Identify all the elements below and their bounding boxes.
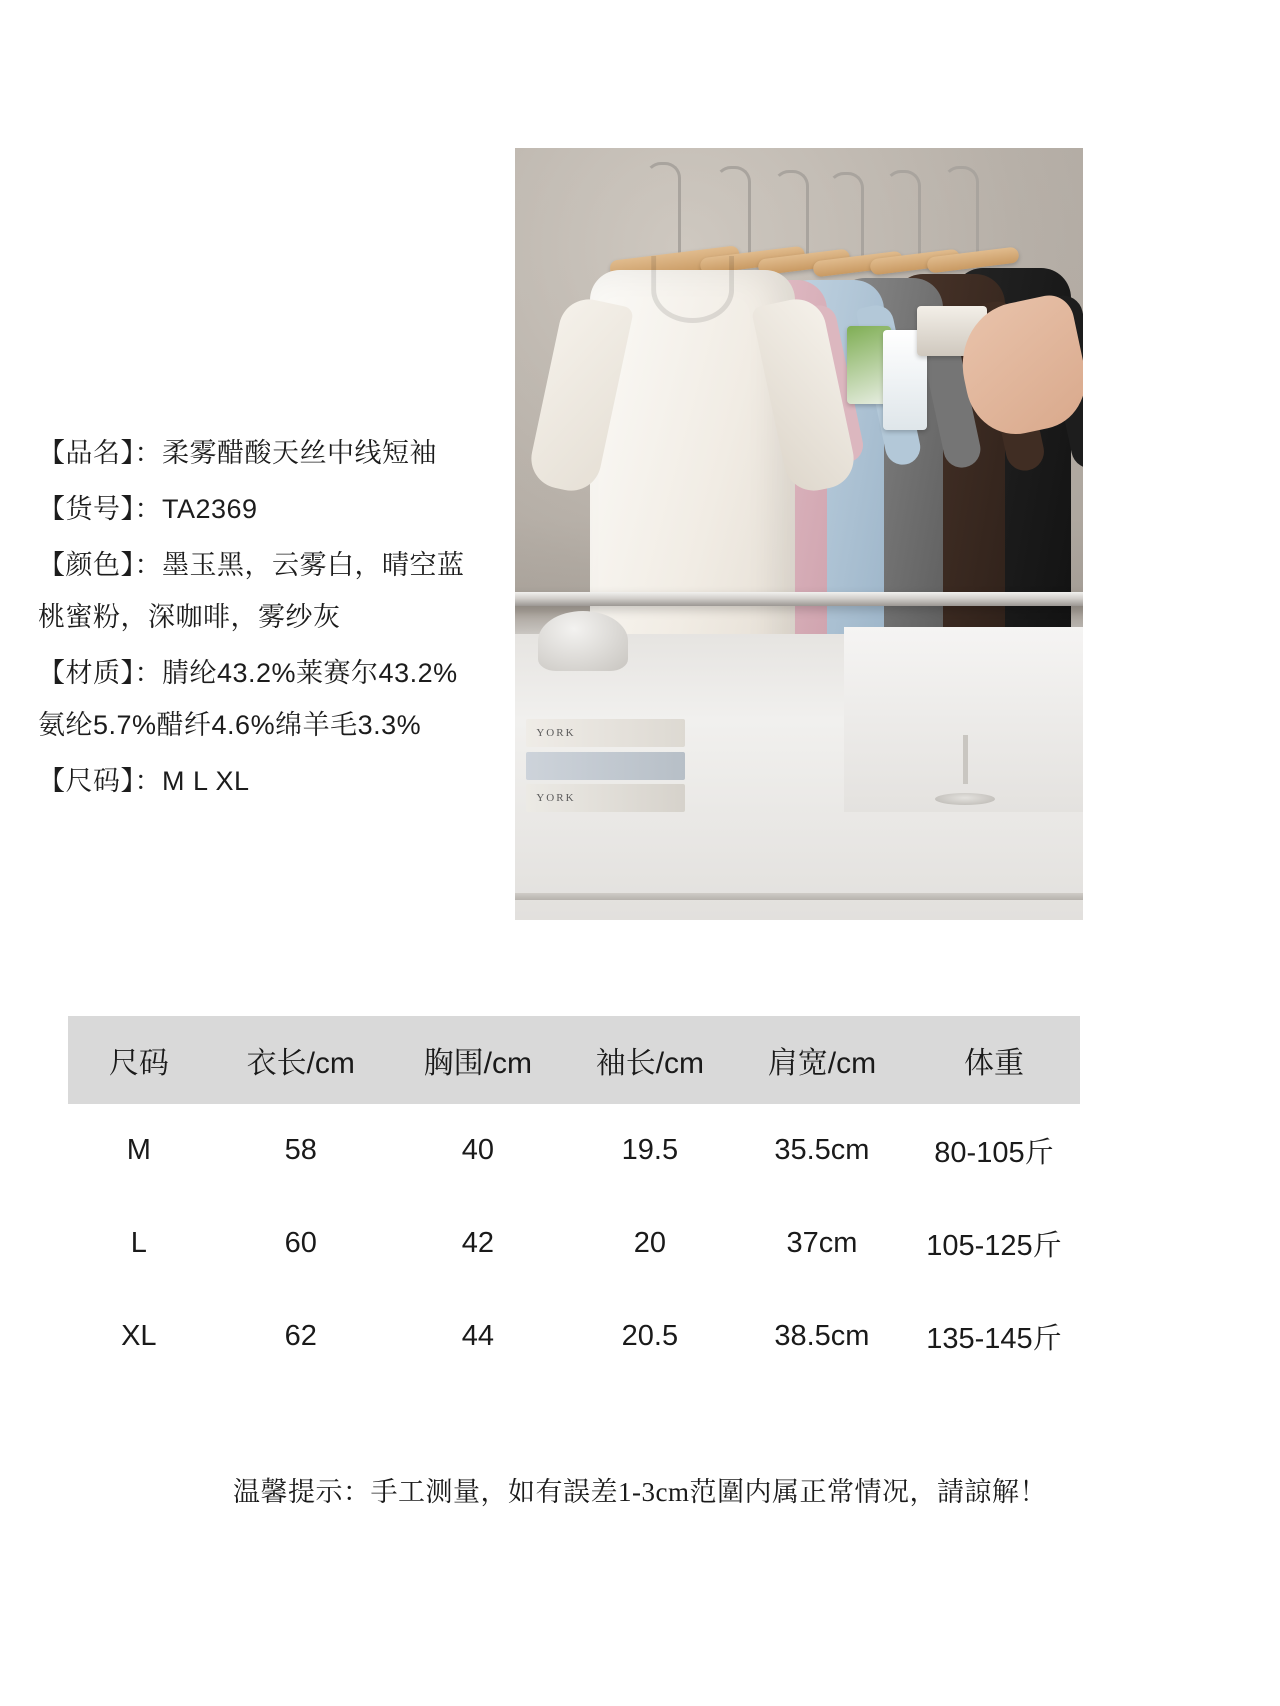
shelf-edge (515, 893, 1083, 900)
size-chart-head (68, 1016, 1080, 1104)
cell-weight: 105-125斤 (926, 1230, 1062, 1262)
table-row (68, 1290, 1080, 1383)
table-header-row (68, 1016, 1080, 1104)
cell-bust: 42 (461, 1227, 494, 1259)
cell-bust: 40 (461, 1134, 494, 1166)
hanger-hook (715, 166, 751, 259)
size-chart-table (68, 1016, 1080, 1383)
cell-size: XL (121, 1320, 157, 1352)
col-header-shoulder: 肩宽/cm (767, 1047, 877, 1080)
hanger-hook (645, 162, 681, 255)
col-header-bust: 胸围/cm (423, 1047, 532, 1080)
book-spine (526, 752, 685, 780)
col-header-length: 衣长/cm (246, 1047, 355, 1080)
table-row (68, 1104, 1080, 1197)
cell-length: 58 (284, 1134, 317, 1166)
cell-sleeve: 20.5 (621, 1320, 679, 1352)
book-stack (526, 719, 685, 827)
hanger-hook (885, 170, 921, 263)
cell-weight: 135-145斤 (926, 1323, 1062, 1355)
product-spec-block (38, 425, 508, 809)
spec-line-sizes: 【尺码】：M L XL (38, 766, 250, 796)
spec-line-material-cont: 氨纶5.7%醋纤4.6%绵羊毛3.3% (38, 710, 422, 740)
book-label: YORK (526, 719, 685, 747)
cell-shoulder: 38.5cm (774, 1320, 870, 1352)
spec-line-colors-cont: 桃蜜粉，深咖啡，雾纱灰 (38, 602, 341, 632)
product-photo (515, 148, 1083, 920)
book-label: YORK (526, 784, 685, 812)
cell-length: 62 (284, 1320, 317, 1352)
spec-line-material: 【材质】：腈纶43.2%莱赛尔43.2% (38, 658, 458, 688)
measurement-note: 温馨提示：手工测量，如有誤差1-3cm范圍内属正常情况，請諒解！ (233, 1477, 1047, 1507)
cell-sleeve: 19.5 (621, 1134, 679, 1166)
hanger-hook (943, 166, 979, 259)
display-stand (935, 735, 995, 805)
cell-shoulder: 35.5cm (774, 1134, 870, 1166)
col-header-size: 尺码 (108, 1047, 169, 1080)
cell-length: 60 (284, 1227, 317, 1259)
cell-size: M (126, 1134, 151, 1166)
shirt-collar (651, 256, 735, 323)
photo-background (515, 148, 1083, 920)
spec-line-item-code: 【货号】：TA2369 (38, 494, 258, 524)
cell-sleeve: 20 (633, 1227, 666, 1259)
cell-size: L (130, 1227, 147, 1259)
col-header-weight: 体重 (963, 1047, 1024, 1080)
table-row (68, 1197, 1080, 1290)
size-chart-body (68, 1104, 1080, 1383)
cell-shoulder: 37cm (786, 1227, 858, 1259)
decorative-vase (538, 611, 628, 671)
clothing-rail (515, 592, 1083, 606)
spec-line-name: 【品名】：柔雾醋酸天丝中线短袖 (38, 438, 437, 468)
cell-bust: 44 (461, 1320, 494, 1352)
cell-weight: 80-105斤 (934, 1137, 1054, 1169)
col-header-sleeve: 袖长/cm (595, 1047, 705, 1080)
spec-line-colors: 【颜色】：墨玉黑，云雾白，晴空蓝 (38, 550, 465, 580)
